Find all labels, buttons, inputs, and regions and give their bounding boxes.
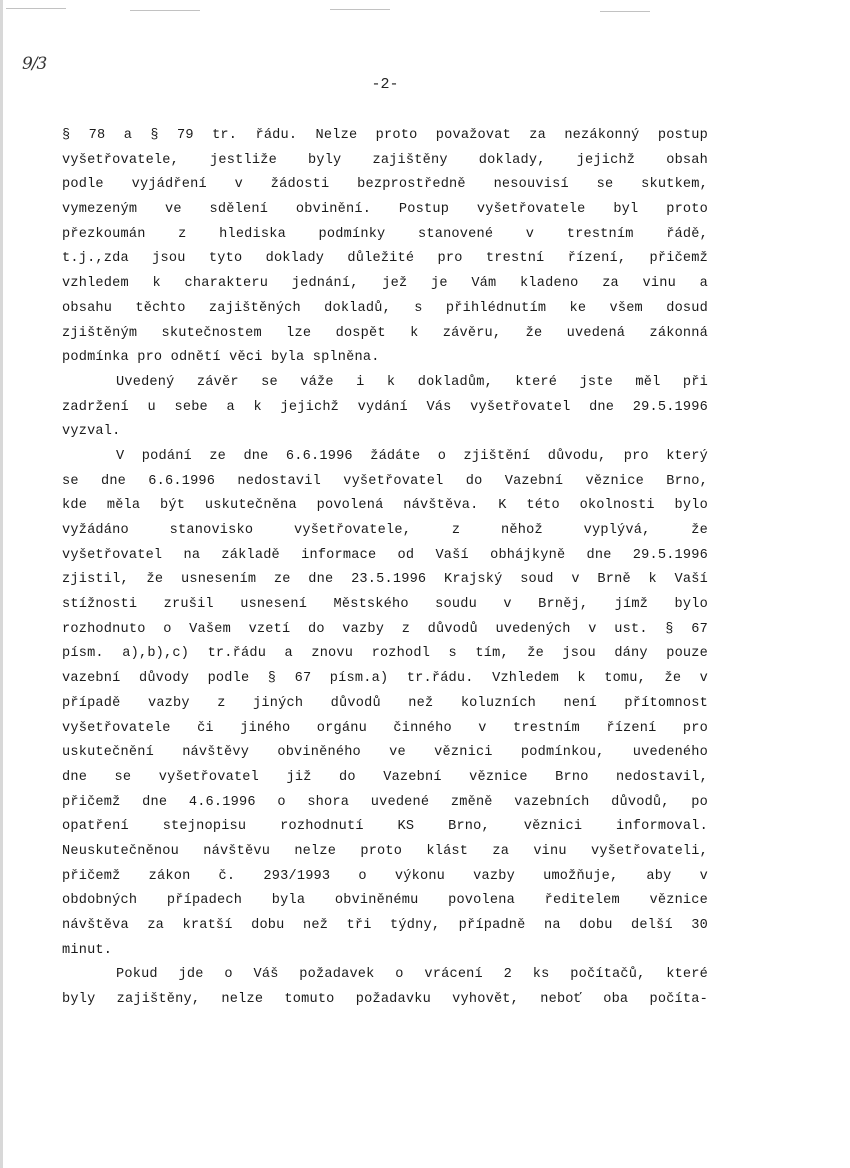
scan-artifact xyxy=(600,11,650,12)
text-line: vyzval. xyxy=(62,424,121,440)
text-line: vyšetřovatele, jestliže byly zajištěny doklady, jejichž obsah xyxy=(62,152,708,168)
text-line: přičemž dne 4.6.1996 o shora uvedené změně vazebních důvodů, po xyxy=(62,794,708,810)
paragraph-first-line: V podání ze dne 6.6.1996 žádáte o zjištění důvodu, pro který xyxy=(116,448,708,464)
text-line: vyšetřovatele či jiného orgánu činného v trestním řízení pro xyxy=(62,720,708,736)
text-line: opatření stejnopisu rozhodnutí KS Brno, věznici informoval. xyxy=(62,819,708,835)
scan-artifact xyxy=(6,8,66,9)
text-line: byly zajištěny, nelze tomuto požadavku vyhovět, neboť oba počíta- xyxy=(62,992,708,1008)
text-line: návštěva za kratší dobu než tři týdny, případně na dobu delší 30 xyxy=(62,918,708,933)
document-body xyxy=(62,124,708,1013)
scan-artifact xyxy=(130,10,200,11)
text-line: případě vazby z jiných důvodů než koluzních není přítomnost xyxy=(62,695,708,711)
text-line: minut. xyxy=(62,942,113,958)
text-line: se dne 6.6.1996 nedostavil vyšetřovatel do Vazební věznice Brno, xyxy=(62,473,708,489)
text-line: podmínka pro odnětí věci byla splněna. xyxy=(62,350,380,366)
text-line: vyšetřovatel na základě informace od Vaší obhájkyně dne 29.5.1996 xyxy=(62,547,708,563)
text-line: písm. a),b),c) tr.řádu a znovu rozhodl s tím, že jsou dány pouze xyxy=(62,646,708,662)
paragraph-first-line: Uvedený závěr se váže i k dokladům, které jste měl při xyxy=(116,374,708,390)
text-line: zjištěným skutečnostem lze dospět k závěru, že uvedená zákonná xyxy=(62,325,708,341)
text-line: obdobných případech byla obviněnému povolena ředitelem věznice xyxy=(62,893,708,909)
text-line: vyžádáno stanovisko vyšetřovatele, z něhož vyplývá, že xyxy=(62,523,708,538)
text-line: rozhodnuto o Vašem vzetí do vazby z důvodů uvedených v ust. § 67 xyxy=(62,621,708,637)
text-line: vazební důvody podle § 67 písm.a) tr.řádu. Vzhledem k tomu, že v xyxy=(62,671,708,687)
scan-artifact xyxy=(330,9,390,10)
text-line: přičemž zákon č. 293/1993 o výkonu vazby umožňuje, aby v xyxy=(62,868,708,884)
scan-edge xyxy=(0,0,3,1168)
text-line: t.j.,zda jsou tyto doklady důležité pro trestní řízení, přičemž xyxy=(62,251,708,267)
text-line: stížnosti zrušil usnesení Městského soudu v Brněj, jímž bylo xyxy=(62,597,708,613)
paragraph-first-line: Pokud jde o Váš požadavek o vrácení 2 ks počítačů, které xyxy=(116,967,708,983)
text-line: dne se vyšetřovatel již do Vazební věznice Brno nedostavil, xyxy=(62,769,708,785)
text-line: přezkoumán z hlediska podmínky stanovené v trestním řádě, xyxy=(62,226,708,242)
text-line: § 78 a § 79 tr. řádu. Nelze proto považovat za nezákonný postup xyxy=(62,128,708,143)
text-line: obsahu těchto zajištěných dokladů, s přihlédnutím ke všem dosud xyxy=(62,300,708,316)
handwritten-page-note: 9/3 xyxy=(22,54,47,74)
page-number: -2- xyxy=(371,76,399,93)
text-line: zjistil, že usnesením ze dne 23.5.1996 Krajský soud v Brně k Vaší xyxy=(62,572,708,588)
text-line: podle vyjádření v žádosti bezprostředně nesouvisí se skutkem, xyxy=(62,177,708,193)
text-line: Neuskutečněnou návštěvu nelze proto klást za vinu vyšetřovateli, xyxy=(62,843,708,859)
text-line: vzhledem k charakteru jednání, jež je Vám kladeno za vinu a xyxy=(62,276,708,292)
text-line: vymezeným ve sdělení obvinění. Postup vyšetřovatele byl proto xyxy=(62,202,708,218)
text-line: zadržení u sebe a k jejichž vydání Vás vyšetřovatel dne 29.5.1996 xyxy=(62,399,708,415)
text-line: uskutečnění návštěvy obviněného ve věznici podmínkou, uvedeného xyxy=(62,745,708,761)
text-line: kde měla být uskutečněna povolená návštěva. K této okolnosti bylo xyxy=(62,498,708,514)
